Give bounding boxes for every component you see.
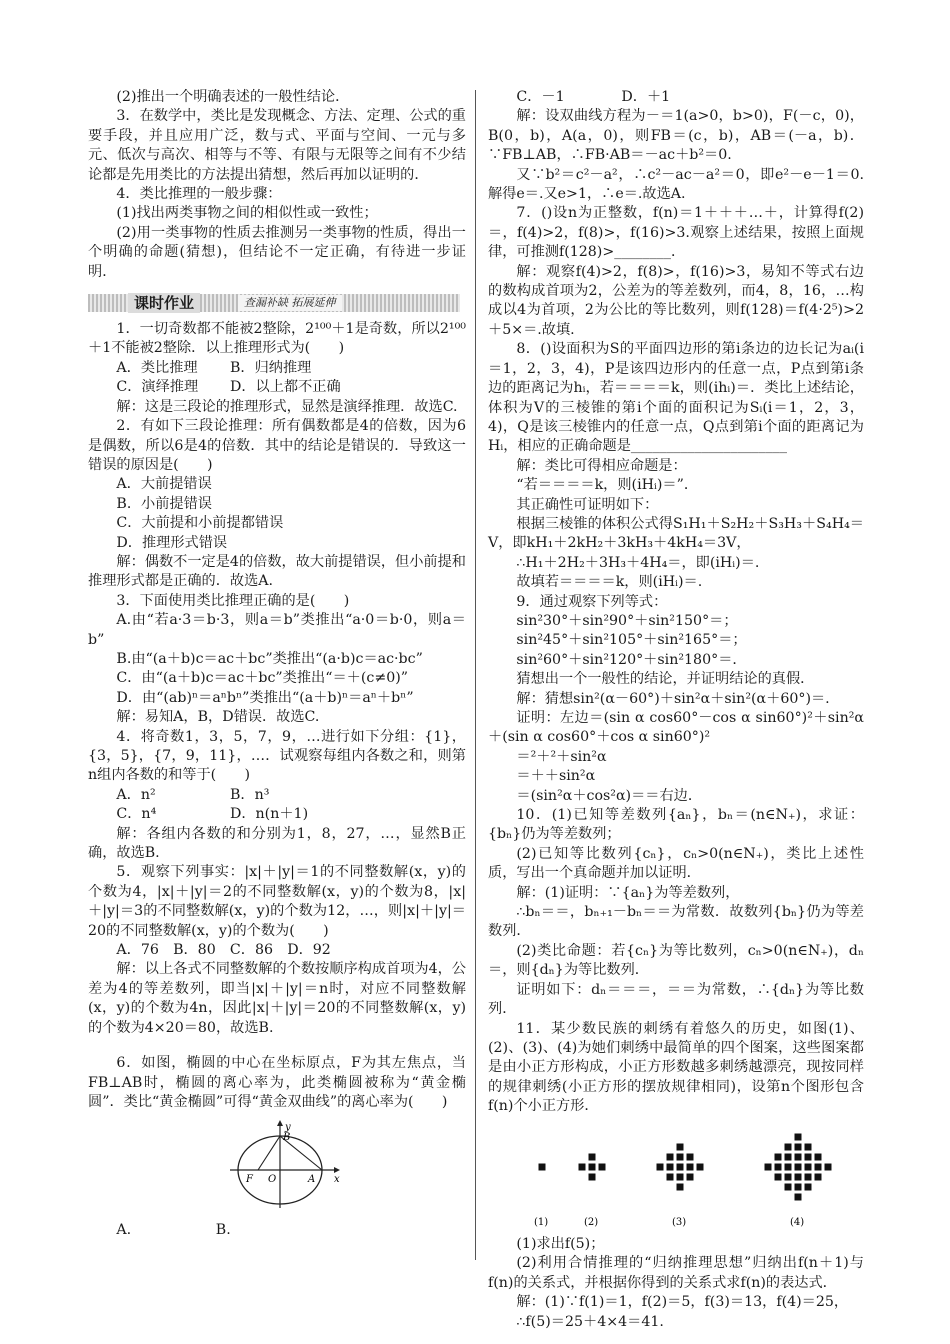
pattern-square	[805, 1173, 812, 1180]
pattern-square	[697, 1163, 704, 1170]
pattern-square	[589, 1153, 596, 1160]
label-b: B	[283, 1132, 291, 1144]
q8-solution-4: 根据三棱锥的体积公式得S₁H₁＋S₂H₂＋S₃H₃＋S₄H₄＝V，即kH₁＋2kH₂＋3kH₃＋4kH₄＝3V，	[488, 515, 864, 552]
q10-solution-1: 解：(1)证明：∵{aₙ}为等差数列，	[516, 884, 740, 901]
pattern-square	[805, 1143, 812, 1150]
homework-banner	[88, 292, 466, 314]
pattern-square	[815, 1153, 822, 1160]
pattern-label-1: (1)	[534, 1216, 549, 1228]
x-axis-arrow	[334, 1167, 340, 1173]
q9-solution-1: 解：猜想sin²(α－60°)＋sin²α＋sin²(α＋60°)＝.	[516, 690, 830, 707]
q11-solution-2: ∴f(5)＝25＋4×4＝41.	[516, 1313, 664, 1330]
q11-solution-1: 解：(1)∵f(1)＝1，f(2)＝5，f(3)＝13，f(4)＝25，	[516, 1294, 849, 1311]
label-x: x	[334, 1174, 340, 1186]
q3-stem: 3．下面使用类比推理正确的是( )	[116, 592, 350, 609]
q7-solution: 解：观察f(4)>2，f(8)>，f(16)>3，易知不等式右边的数构成首项为2，公差为的等差数列，而4，8，16，…构成以4为首项，2为公比的等比数列，则f(128)＝f(4·2⁵)>2＋5×＝.故填.	[488, 263, 864, 338]
q1-options-row2	[88, 378, 466, 397]
q8-solution-6: 故填若＝＝＝＝k，则(iHᵢ)＝.	[516, 574, 703, 591]
pattern-square	[815, 1173, 822, 1180]
q9-solution-4: ＝＋＋sin²α	[516, 768, 596, 785]
q8-stem: 8．()设面积为S的平面四边形的第i条边的边长记为aᵢ(i＝1，2，3，4)，P是该四边形内的任意一点，P点到第i条边的距离记为hᵢ，若＝＝＝＝k，则(ihᵢ)＝．类比上述结论，体积为V的三棱锥的第i个面的面积记为Sᵢ(i＝1，2，3，4)，Q是该三棱锥内的任意一点，Q点到第i个面的距离记为Hᵢ，相应的正确命题是______________________	[488, 341, 864, 455]
q9-solution-5: ＝(sin²α＋cos²α)＝＝右边．	[516, 787, 703, 804]
homework-title: 课时作业	[128, 293, 200, 313]
pattern-square	[795, 1173, 802, 1180]
pattern-square	[687, 1153, 694, 1160]
intro-line-3: 4．类比推理的一般步骤：	[116, 186, 282, 203]
q6-options-cd: C．－1 D．＋1	[516, 89, 671, 105]
q9-solution-3: ＝²＋²＋sin²α	[516, 748, 607, 765]
right-column	[488, 88, 864, 1332]
q9-ask: 猜想出一个一般性的结论，并证明结论的真假．	[516, 671, 815, 688]
q5-stem: 5．观察下列事实：|x|＋|y|＝1的不同整数解(x，y)的个数为4，|x|＋|y|＝2的不同整数解(x，y)的个数为8，|x|＋|y|＝3的不同整数解(x，y)的个数为12，…，则|x|＋|y|＝20的不同整数解(x，y)的个数为( )	[88, 864, 466, 939]
pattern-square	[805, 1163, 812, 1170]
q10-solution-3: (2)类比命题：若{cₙ}为等比数列，cₙ>0(n∈N₊)，dₙ＝，则{dₙ}为等比数列．	[488, 942, 864, 979]
label-o: O	[268, 1174, 277, 1186]
q6-solution-1: 解：设双曲线方程为－＝1(a>0，b>0)，F(－c，0)，B(0，b)，A(a，0)，则FB＝(c，b)，AB＝(－a，b)．∵FB⊥AB，∴FB·AB＝－ac＋b²＝0.	[488, 108, 864, 164]
pattern-square	[677, 1173, 684, 1180]
left-column	[88, 88, 466, 1240]
pattern-square	[805, 1183, 812, 1190]
q11-part-2: (2)利用合情推理的“归纳推理思想”归纳出f(n＋1)与f(n)的关系式，并根据你得到的关系式求f(n)的表达式．	[488, 1255, 864, 1291]
pattern-square	[579, 1163, 586, 1170]
ellipse-diagram	[228, 1118, 348, 1210]
pattern-square	[667, 1173, 674, 1180]
pattern-square	[539, 1163, 546, 1170]
q4-stem: 4．将奇数1，3，5，7，9，…进行如下分组：{1}，{3，5}，{7，9，11}，…．试观察每组内各数之和，则第n组内各数的和等于( )	[88, 728, 466, 784]
q3-opt-b: B.由“(a＋b)c＝ac＋bc”类推出“(a·b)c＝ac·bc”	[116, 650, 423, 667]
pattern-square	[677, 1153, 684, 1160]
pattern-label-3: (3)	[672, 1216, 687, 1228]
q1-options-row1	[88, 359, 466, 378]
q5-options: A．76 B．80 C．86 D．92	[116, 942, 331, 959]
pattern-square	[815, 1163, 822, 1170]
pattern-square	[795, 1133, 802, 1140]
embroidery-patterns	[488, 1125, 864, 1229]
label-f: F	[246, 1174, 253, 1186]
q2-opt-b: B．小前提错误	[116, 495, 212, 512]
pattern-square	[589, 1173, 596, 1180]
pattern-label-4: (4)	[790, 1216, 805, 1228]
q6-opt-b: B.	[215, 1221, 231, 1238]
pattern-square	[785, 1143, 792, 1150]
q2-opt-c: C．大前提和小前提都错误	[116, 515, 284, 532]
q11-stem: 11．某少数民族的刺绣有着悠久的历史，如图(1)、(2)、(3)、(4)为她们刺绣中最简单的四个图案，这些图案都是由小正方形构成，小正方形数越多刺绣越漂亮，现按同样的规律刺绣(小正方形的摆放规律相同)，设第n个图形包含f(n)个小正方形．	[488, 1020, 864, 1115]
pattern-square	[687, 1173, 694, 1180]
intro-line-1: (2)推出一个明确表述的一般性结论．	[116, 89, 350, 105]
pattern-square	[795, 1183, 802, 1190]
q3-opt-a: A.由“若a·3＝b·3，则a＝b”类推出“a·0＝b·0，则a＝b”	[88, 612, 466, 648]
pattern-label-2: (2)	[584, 1216, 599, 1228]
q2-solution: 解：偶数不一定是4的倍数，故大前提错误，但小前提和推理形式都是正确的．故选A.	[88, 553, 466, 590]
pattern-square	[795, 1153, 802, 1160]
q8-solution-3: 其正确性可证明如下：	[516, 496, 659, 513]
q10-solution-2: ∴bₙ＝＝，bₙ₊₁－bₙ＝＝为常数．故数列{bₙ}仍为等差数列．	[488, 904, 864, 940]
q9-eq-2: sin²45°＋sin²105°＋sin²165°＝；	[516, 632, 747, 649]
q9-eq-1: sin²30°＋sin²90°＋sin²150°＝；	[516, 612, 738, 629]
label-a: A	[308, 1174, 316, 1186]
q9-eq-3: sin²60°＋sin²120°＋sin²180°＝．	[516, 651, 747, 668]
q1-opt-d: D．以上都不正确	[229, 379, 341, 396]
q10-stem-1: 10．(1)已知等差数列{aₙ}，bₙ＝(n∈N₊)，求证：{bₙ}仍为等差数列；	[488, 807, 864, 843]
pattern-square	[687, 1163, 694, 1170]
pattern-square	[677, 1163, 684, 1170]
pattern-square	[657, 1163, 664, 1170]
q4-opt-a: A．n²	[116, 786, 156, 803]
pattern-square	[589, 1163, 596, 1170]
q4-solution: 解：各组内各数的和分别为1，8，27，…，显然B正确，故选B.	[88, 825, 466, 862]
pattern-square	[765, 1163, 772, 1170]
pattern-square	[795, 1163, 802, 1170]
q4-opt-c: C．n⁴	[116, 806, 157, 823]
pattern-square	[775, 1153, 782, 1160]
pattern-square	[785, 1183, 792, 1190]
pattern-square	[785, 1163, 792, 1170]
q4-options-row2	[88, 805, 466, 824]
q4-options-row1	[88, 786, 466, 805]
q10-solution-4: 证明如下：dₙ＝＝＝，＝＝为常数，∴{dₙ}为等比数列．	[488, 981, 864, 1018]
q1-solution: 解：这是三段论的推理形式，显然是演绎推理．故选C.	[116, 398, 458, 415]
label-y: y	[285, 1122, 291, 1134]
intro-line-4: (1)找出两类事物之间的相似性或一致性；	[116, 205, 378, 222]
q6-stem: 6．如图，椭圆的中心在坐标原点，F为其左焦点，当FB⊥AB时，椭圆的离心率为，此类椭圆被称为“黄金椭圆”．类比“黄金椭圆”可得“黄金双曲线”的离心率为( )	[88, 1055, 466, 1110]
q2-stem: 2．有如下三段论推理：所有偶数都是4的倍数，因为6是偶数，所以6是4的倍数．其中的结论是错误的．导致这一错误的原因是( )	[88, 418, 466, 473]
q2-opt-a: A．大前提错误	[116, 476, 212, 493]
q9-stem: 9．通过观察下列等式：	[516, 593, 668, 610]
q3-opt-c: C．由“(a＋b)c＝ac＋bc”类推出“＝＋(c≠0)”	[116, 670, 409, 687]
q1-opt-c: C．演绎推理	[116, 379, 199, 396]
q6-opt-a: A.	[116, 1221, 132, 1238]
intro-line-2: 3．在数学中，类比是发现概念、方法、定理、公式的重要手段，并且应用广泛，数与式、平面与空间、一元与多元、低次与高次、相等与不等、有限与无限等之间有不少结论都是先用类比的方法提出猜想，然后再加以证明的．	[88, 108, 466, 183]
pattern-square	[825, 1163, 832, 1170]
column-divider	[475, 90, 476, 1260]
q3-opt-d: D．由“(ab)ⁿ＝aⁿbⁿ”类推出“(a＋b)ⁿ＝aⁿ＋bⁿ”	[116, 689, 414, 706]
q5-solution: 解：以上各式不同整数解的个数按顺序构成首项为4，公差为4的等差数列，即当|x|＋|y|＝n时，对应不同整数解(x，y)的个数为4n，因此|x|＋|y|＝20的不同整数解(x，y)的个数为4×20＝80，故选B.	[88, 961, 466, 1036]
q10-stem-2: (2)已知等比数列{cₙ}，cₙ>0(n∈N₊)，类比上述性质，写出一个真命题并加以证明．	[488, 845, 864, 882]
pattern-square	[677, 1143, 684, 1150]
q1-stem: 1．一切奇数都不能被2整除，2¹⁰⁰＋1是奇数，所以2¹⁰⁰＋1不能被2整除．以上推理形式为( )	[88, 321, 466, 357]
q1-opt-b: B．归纳推理	[229, 359, 312, 376]
pattern-square	[667, 1153, 674, 1160]
q6-solution-2: 又∵b²＝c²－a²，∴c²－ac－a²＝0，即e²－e－1＝0.解得e＝.又e>1，∴e＝.故选A.	[488, 166, 864, 203]
pattern-square	[795, 1193, 802, 1200]
pattern-square	[785, 1173, 792, 1180]
q4-opt-d: D．n(n＋1)	[229, 806, 309, 823]
pattern-square	[677, 1183, 684, 1190]
homework-subtitle: 查漏补缺 拓展延伸	[238, 295, 342, 311]
pattern-square	[805, 1153, 812, 1160]
intro-line-5: (2)用一类事物的性质去推测另一类事物的性质，得出一个明确的命题(猜想)，但结论不一定正确，有待进一步证明．	[88, 224, 466, 280]
pattern-square	[667, 1163, 674, 1170]
segment-fb	[258, 1136, 280, 1170]
pattern-square	[599, 1163, 606, 1170]
q11-part-1: (1)求出f(5)；	[516, 1235, 605, 1252]
q1-opt-a: A．类比推理	[116, 359, 198, 376]
q8-solution-1: 解：类比可得相应命题是：	[516, 457, 687, 474]
embroidery-figure	[488, 1125, 864, 1235]
q2-opt-d: D．推理形式错误	[116, 534, 228, 551]
ellipse-figure	[228, 1118, 466, 1216]
pattern-square	[785, 1153, 792, 1160]
q6-options-row	[88, 1221, 466, 1240]
y-axis-arrow	[277, 1120, 283, 1126]
q3-solution: 解：易知A，B，D错误．故选C.	[116, 709, 320, 726]
q7-stem: 7．()设n为正整数，f(n)＝1＋＋＋…＋，计算得f(2)＝，f(4)>2，f(8)>，f(16)>3.观察上述结果，按照上面规律，可推测f(128)>________．	[488, 205, 864, 261]
q4-opt-b: B．n³	[229, 786, 270, 803]
pattern-square	[795, 1143, 802, 1150]
q8-solution-2: “若＝＝＝＝k，则(iHᵢ)＝”．	[516, 477, 699, 494]
q9-solution-2: 证明：左边＝(sin α cos60°－cos α sin60°)²＋sin²α＋(sin α cos60°＋cos α sin60°)²	[488, 710, 864, 746]
pattern-square	[775, 1163, 782, 1170]
q8-solution-5: ∴H₁＋2H₂＋3H₃＋4H₄＝，即(iHᵢ)＝.	[516, 554, 760, 571]
pattern-square	[775, 1173, 782, 1180]
